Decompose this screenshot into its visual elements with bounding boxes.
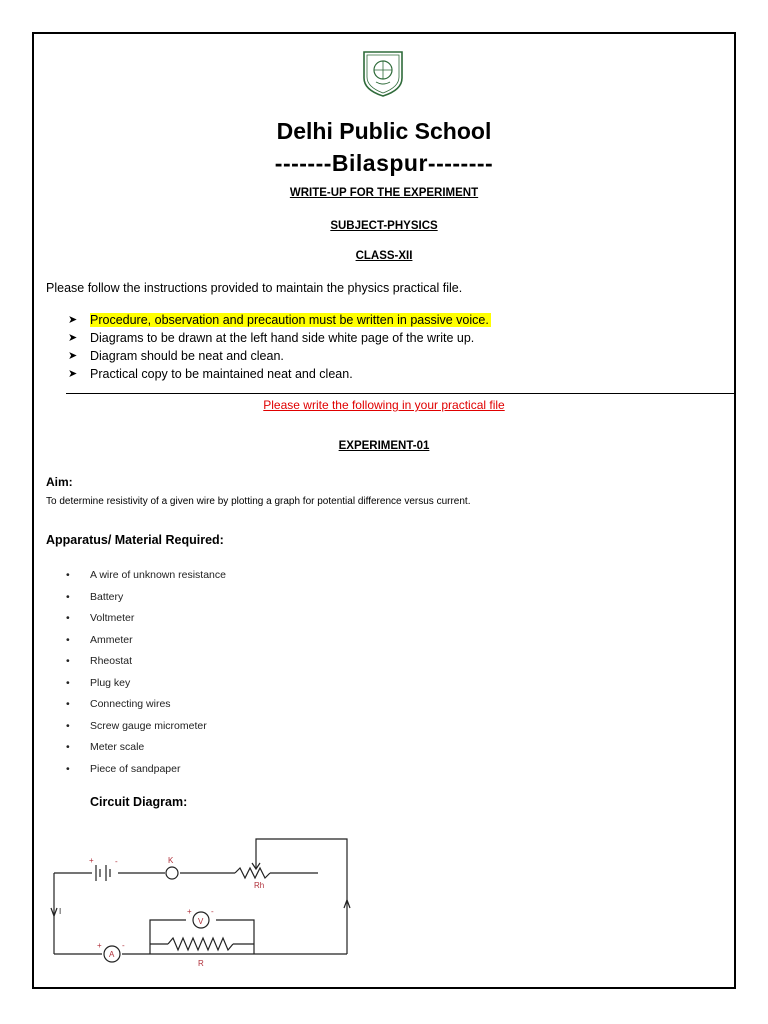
instruction-text-highlighted: Procedure, observation and precaution must be written in passive voice.	[90, 313, 489, 327]
instruction-item	[66, 347, 491, 365]
writeup-title: WRITE-UP FOR THE EXPERIMENT	[289, 187, 479, 199]
ammeter-plus-label: +	[97, 941, 102, 950]
apparatus-item	[66, 759, 226, 781]
practical-file-note: Please write the following in your practical file	[263, 398, 505, 412]
bullet-icon: •	[66, 590, 70, 603]
apparatus-text: Connecting wires	[90, 698, 171, 710]
arrow-bullet-icon: ➤	[68, 314, 78, 326]
resistor-label: R	[198, 959, 204, 968]
subject-heading: SUBJECT-PHYSICS	[330, 220, 438, 232]
bullet-icon: •	[66, 569, 70, 581]
arrow-bullet-icon: ➤	[68, 332, 78, 344]
apparatus-text: Voltmeter	[90, 612, 135, 624]
key-label: K	[168, 856, 174, 865]
voltmeter-minus-label: -	[211, 907, 214, 916]
apparatus-label: Apparatus/ Material Required:	[46, 533, 224, 547]
aim-text: To determine resistivity of a given wire by plotting a graph for potential difference versus current.	[46, 496, 471, 507]
school-logo	[358, 48, 408, 98]
apparatus-item	[66, 608, 226, 630]
instruction-text: Practical copy to be maintained neat and clean.	[90, 367, 353, 381]
apparatus-text: A wire of unknown resistance	[90, 569, 226, 581]
class-heading: CLASS-XII	[355, 250, 413, 262]
circuit-diagram	[40, 826, 370, 974]
instruction-item	[66, 329, 491, 347]
instruction-text: Diagrams to be drawn at the left hand side white page of the write up.	[90, 331, 475, 345]
bullet-icon: •	[66, 655, 70, 667]
voltmeter-label: V	[198, 917, 204, 926]
voltmeter-plus-label: +	[187, 907, 192, 916]
apparatus-text: Meter scale	[90, 741, 145, 753]
bullet-icon: •	[66, 762, 70, 775]
apparatus-item	[66, 673, 226, 695]
instruction-item	[66, 365, 491, 383]
ammeter-minus-label: -	[122, 941, 125, 950]
battery-minus-label: -	[115, 857, 118, 866]
apparatus-item	[66, 737, 226, 759]
battery-plus-label: +	[89, 856, 94, 865]
instruction-item	[66, 311, 491, 329]
divider	[66, 393, 736, 394]
apparatus-item	[66, 565, 226, 587]
instruction-text: Diagram should be neat and clean.	[90, 349, 284, 363]
bullet-icon: •	[66, 676, 70, 689]
bullet-icon: •	[66, 719, 70, 732]
ammeter-label: A	[109, 950, 115, 959]
apparatus-item	[66, 716, 226, 738]
bullet-icon: •	[66, 633, 70, 646]
apparatus-text: Rheostat	[90, 655, 133, 667]
school-name: Delhi Public School	[276, 118, 492, 144]
circuit-diagram-label: Circuit Diagram:	[90, 795, 188, 809]
apparatus-text: Screw gauge micrometer	[90, 719, 207, 732]
instructions-intro: Please follow the instructions provided to maintain the physics practical file.	[46, 281, 463, 295]
bullet-icon: •	[66, 612, 70, 624]
current-label: I	[59, 907, 62, 916]
bullet-icon: •	[66, 741, 70, 753]
school-city: -------Bilaspur--------	[274, 150, 494, 176]
aim-label: Aim:	[46, 475, 73, 489]
instruction-list	[66, 311, 491, 383]
bullet-icon: •	[66, 698, 70, 710]
apparatus-list	[66, 565, 226, 780]
experiment-title: EXPERIMENT-01	[338, 440, 430, 452]
rheostat-label: Rh	[254, 881, 265, 890]
apparatus-text: Ammeter	[90, 633, 133, 646]
apparatus-text: Piece of sandpaper	[90, 762, 181, 775]
apparatus-text: Battery	[90, 590, 124, 603]
arrow-bullet-icon: ➤	[68, 350, 78, 362]
apparatus-item	[66, 630, 226, 652]
apparatus-item	[66, 651, 226, 673]
arrow-bullet-icon: ➤	[68, 368, 78, 380]
apparatus-text: Plug key	[90, 676, 131, 689]
apparatus-item	[66, 587, 226, 609]
apparatus-item	[66, 694, 226, 716]
